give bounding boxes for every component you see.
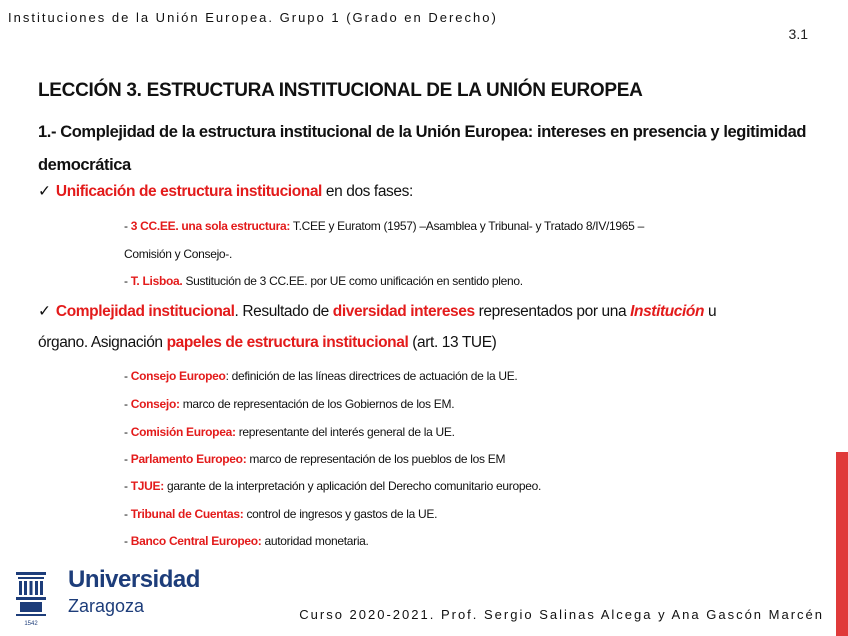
item-highlight: T. Lisboa.	[130, 274, 183, 288]
item-prefix: -	[124, 219, 131, 233]
checkmark-icon: ✓	[38, 303, 51, 320]
list-item	[124, 425, 455, 439]
item-highlight: 3 CC.EE. una sola estructura:	[130, 219, 291, 233]
bullet-highlight: diversidad intereses	[332, 303, 475, 320]
item-prefix: -	[124, 397, 131, 411]
item-text: marco de representación de los pueblos de los EM	[246, 452, 506, 466]
list-item	[124, 452, 505, 466]
page-number: 3.1	[788, 26, 808, 42]
item-text: : definición de las líneas directrices de actuación de la UE.	[225, 369, 518, 383]
slide-header: Instituciones de la Unión Europea. Grupo 1 (Grado en Derecho)	[8, 10, 498, 25]
item-text: autoridad monetaria.	[261, 534, 369, 548]
item-highlight: Tribunal de Cuentas:	[130, 507, 244, 521]
slide-footer: Curso 2020-2021. Prof. Sergio Salinas Alcega y Ana Gascón Marcén	[299, 607, 824, 622]
bullet-highlight: Unificación de estructura institucional	[55, 183, 322, 200]
bullet-complejidad	[38, 302, 716, 321]
list-item	[124, 534, 369, 548]
section-subtitle: 1.- Complejidad de la estructura institucional de la Unión Europea: intereses en presencia y legitimidad democrática	[38, 123, 807, 174]
item-highlight: Parlamento Europeo:	[130, 452, 247, 466]
lesson-title: LECCIÓN 3. ESTRUCTURA INSTITUCIONAL DE LA UNIÓN EUROPEA	[38, 80, 643, 101]
list-item-continuation	[124, 247, 232, 261]
checkmark-icon: ✓	[38, 183, 51, 200]
bullet-text: u	[704, 303, 717, 320]
item-highlight: Consejo:	[130, 397, 180, 411]
list-item	[124, 369, 517, 383]
right-bar-red	[836, 452, 848, 636]
bullet-text: (art. 13 TUE)	[408, 334, 497, 351]
item-highlight: Banco Central Europeo:	[130, 534, 262, 548]
bullet-highlight-italic: Institución	[630, 303, 705, 320]
bullet-unificacion	[38, 182, 413, 201]
list-item	[124, 274, 523, 288]
item-prefix: -	[124, 274, 131, 288]
item-prefix: -	[124, 479, 131, 493]
logo-name: Universidad	[68, 566, 200, 593]
university-crest-icon	[14, 570, 48, 626]
item-text: Comisión y Consejo-.	[124, 247, 233, 261]
item-prefix: -	[124, 425, 131, 439]
list-item	[124, 397, 454, 411]
right-edge-bar	[836, 0, 848, 636]
item-text: garante de la interpretación y aplicación del Derecho comunitario europeo.	[163, 479, 541, 493]
bullet-text: en dos fases:	[321, 183, 413, 200]
item-highlight: TJUE:	[130, 479, 164, 493]
bullet-text: . Resultado de	[234, 303, 333, 320]
item-text: Sustitución de 3 CC.EE. por UE como unificación en sentido pleno.	[182, 274, 523, 288]
list-item	[124, 219, 644, 233]
item-prefix: -	[124, 534, 131, 548]
item-prefix: -	[124, 369, 131, 383]
list-item	[124, 479, 541, 493]
bullet-text: órgano. Asignación	[38, 334, 167, 351]
logo-year: 1542	[24, 621, 38, 626]
item-text: marco de representación de los Gobiernos de los EM.	[179, 397, 455, 411]
bullet-text: representados por una	[474, 303, 631, 320]
item-prefix: -	[124, 507, 131, 521]
item-highlight: Consejo Europeo	[130, 369, 226, 383]
item-text: representante del interés general de la UE.	[235, 425, 455, 439]
bullet-complejidad-line2	[38, 334, 496, 352]
logo-subname: Zaragoza	[68, 596, 145, 616]
item-prefix: -	[124, 452, 131, 466]
item-highlight: Comisión Europea:	[130, 425, 236, 439]
bullet-highlight: Complejidad institucional	[55, 303, 235, 320]
item-text: control de ingresos y gastos de la UE.	[243, 507, 438, 521]
right-bar-top	[836, 0, 848, 452]
item-text: T.CEE y Euratom (1957) –Asamblea y Tribunal- y Tratado 8/IV/1965 –	[290, 219, 644, 233]
bullet-highlight: papeles de estructura institucional	[166, 334, 409, 351]
list-item	[124, 507, 437, 521]
